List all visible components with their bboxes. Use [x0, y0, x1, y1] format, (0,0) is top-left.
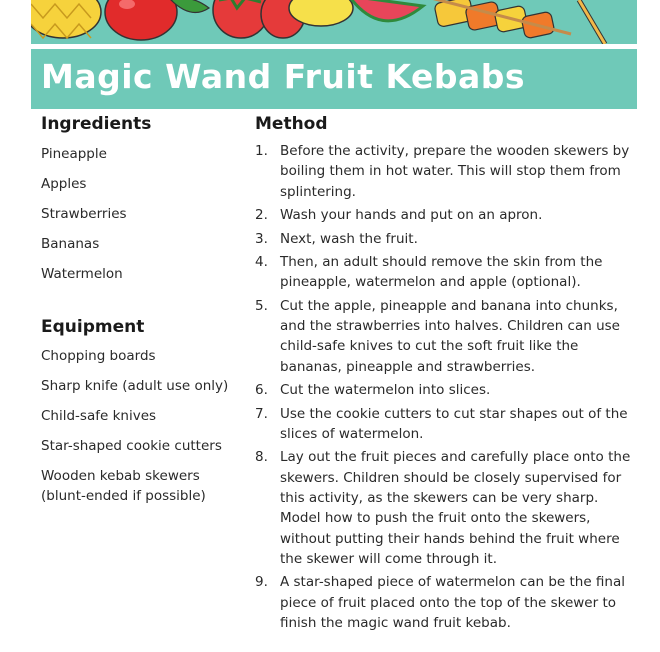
ingredient-item: Watermelon — [41, 266, 123, 282]
ingredients-heading: Ingredients — [41, 114, 152, 134]
step-text: Then, an adult should remove the skin from the pineapple, watermelon and apple (optional). — [280, 254, 603, 291]
ingredient-item: Strawberries — [41, 206, 127, 222]
step-number: 3. — [255, 230, 268, 247]
method-step — [255, 205, 639, 225]
step-number: 9. — [255, 574, 268, 591]
equipment-section — [41, 317, 246, 506]
step-number: 2. — [255, 207, 268, 224]
step-number: 8. — [255, 449, 268, 466]
equipment-heading: Equipment — [41, 317, 145, 337]
method-step — [255, 380, 639, 400]
step-text: Cut the watermelon into slices. — [280, 382, 491, 399]
step-number: 6. — [255, 382, 268, 399]
step-number: 1. — [255, 143, 268, 159]
method-step — [255, 252, 639, 293]
equipment-list — [41, 346, 246, 506]
page-title: Magic Wand Fruit Kebabs — [41, 57, 525, 96]
ingredients-section — [41, 114, 246, 296]
equipment-item: Sharp knife (adult use only) — [41, 378, 229, 394]
step-text: Before the activity, prepare the wooden skewers by boiling them in hot water. This will stop them from splintering. — [280, 143, 630, 200]
step-text: Lay out the fruit pieces and carefully place onto the skewers. Children should be closely supervised for this activity, as the skewers can be very sharp. Model how to push the fruit onto the skewers, without putting their hands behind the fruit where the skewer will come through it. — [280, 449, 631, 567]
ingredient-item: Bananas — [41, 236, 100, 252]
step-number: 5. — [255, 297, 268, 314]
method-steps — [255, 141, 639, 633]
ingredient-item: Apples — [41, 176, 87, 192]
method-section — [255, 114, 639, 637]
step-text: A star-shaped piece of watermelon can be the final piece of fruit placed onto the top of the skewer to finish the magic wand fruit kebab. — [280, 574, 626, 632]
header-banner-illustration — [31, 0, 637, 44]
step-number: 7. — [255, 405, 268, 422]
method-step — [255, 229, 639, 249]
method-step — [255, 141, 639, 202]
method-step — [255, 447, 639, 569]
step-text: Next, wash the fruit. — [280, 230, 418, 247]
step-text: Cut the apple, pineapple and banana into chunks, and the strawberries into halves. Children can use child-safe knives to cut the soft fruit like the bananas, pineapple and strawberries. — [280, 297, 620, 375]
title-bar — [31, 49, 637, 109]
equipment-item: Child-safe knives — [41, 408, 157, 424]
method-step — [255, 296, 639, 377]
left-column — [41, 112, 246, 516]
ingredients-list — [41, 146, 246, 296]
step-number: 4. — [255, 254, 268, 271]
method-step — [255, 404, 639, 445]
equipment-item: Chopping boards — [41, 348, 156, 364]
step-text: Use the cookie cutters to cut star shapes out of the slices of watermelon. — [280, 405, 628, 442]
method-heading: Method — [255, 114, 328, 134]
step-text: Wash your hands and put on an apron. — [280, 207, 543, 224]
fruit-kebab-illustration — [31, 0, 637, 44]
method-step — [255, 572, 639, 633]
ingredient-item: Pineapple — [41, 146, 107, 162]
equipment-item: Wooden kebab skewers (blunt-ended if possible) — [41, 468, 206, 504]
equipment-item: Star-shaped cookie cutters — [41, 438, 222, 454]
